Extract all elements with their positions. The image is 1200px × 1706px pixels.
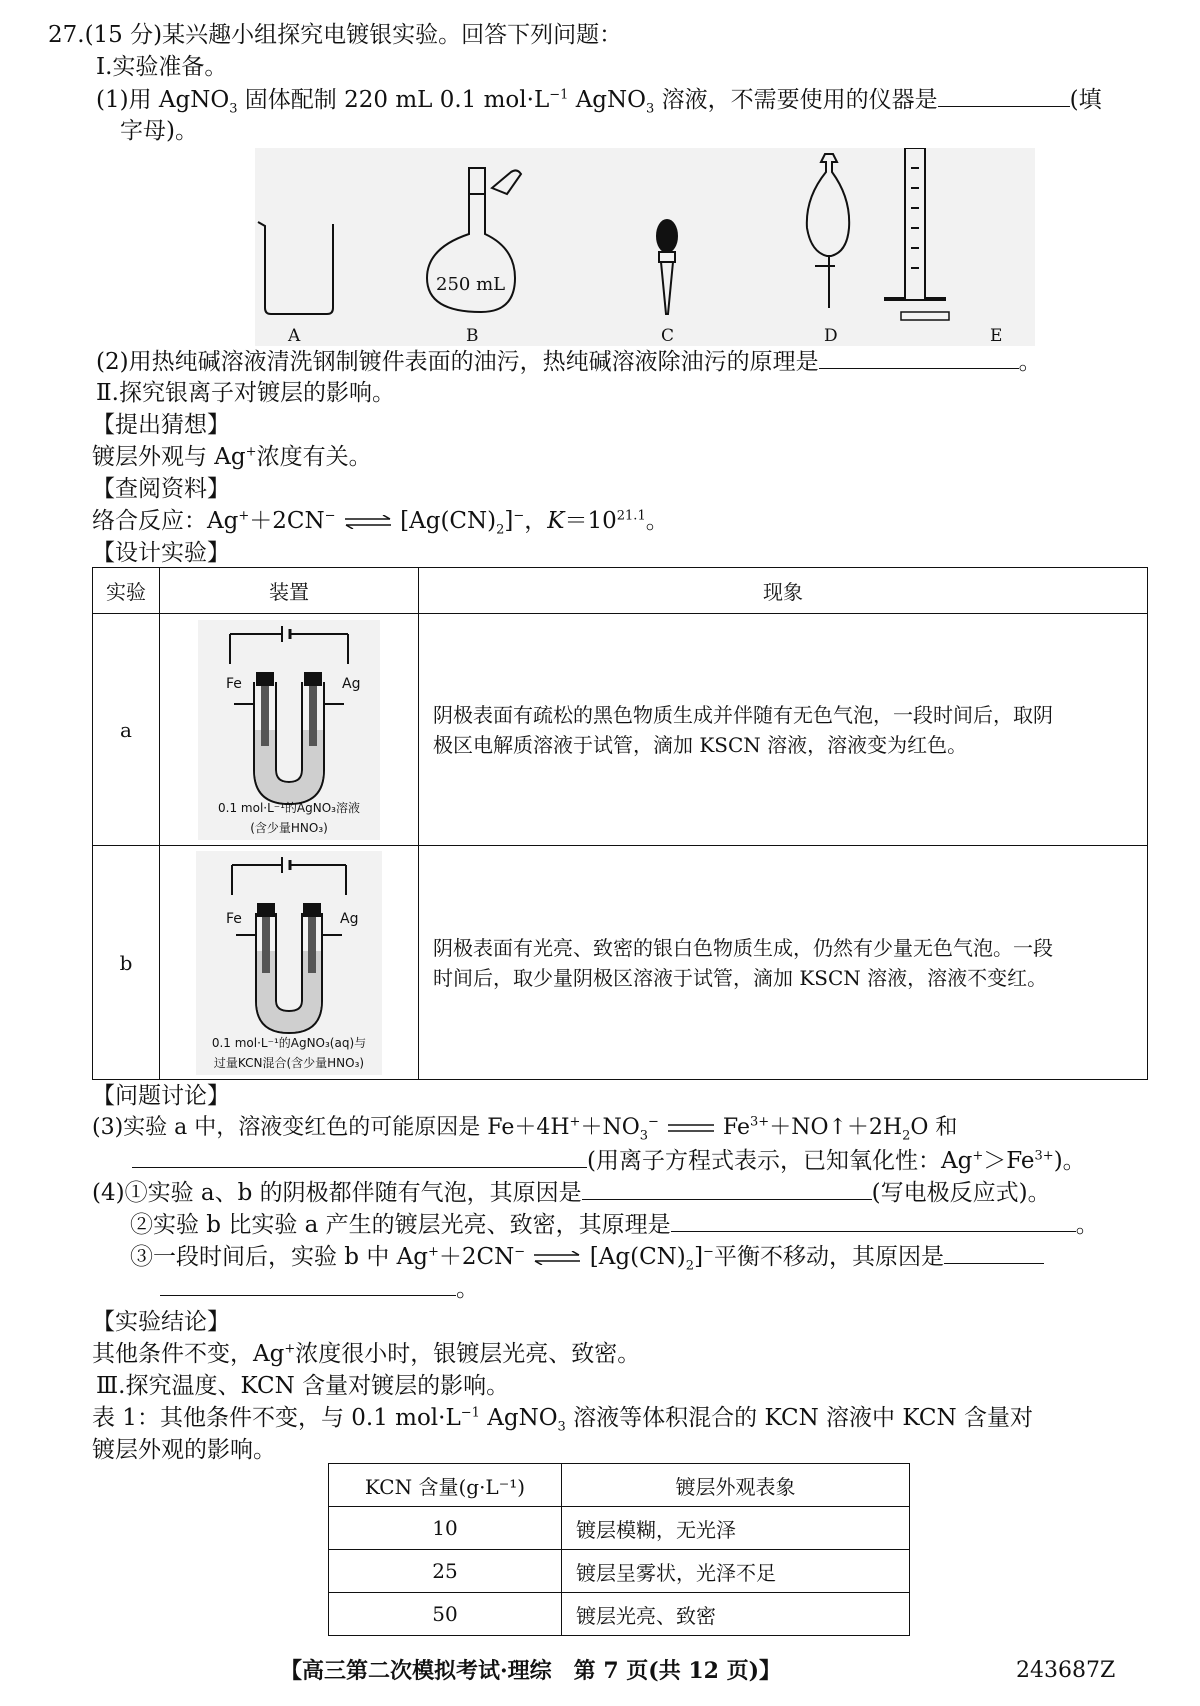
col-header-kcn: KCN 含量(g·L⁻¹) xyxy=(329,1464,562,1507)
apparatus-caption: 过量KCN混合(含少量HNO₃) xyxy=(213,1055,365,1070)
appearance-value: 镀层模糊，无光泽 xyxy=(562,1507,910,1550)
paper-code: 243687Z xyxy=(1016,1658,1116,1683)
q2-text: (2)用热纯碱溶液清洗钢制镀件表面的油污，热纯碱溶液除油污的原理是 。 xyxy=(96,346,1042,377)
col-header-appearance: 镀层外观表象 xyxy=(562,1464,910,1507)
table-row xyxy=(329,1507,910,1550)
label-c: C xyxy=(661,326,675,346)
apparatus-caption: 0.1 mol·L⁻¹的AgNO₃溶液 xyxy=(218,800,360,815)
q1-text: (1)用 AgNO$_3$ 固体配制 220 mL 0.1 $mol\cdot L^{-1}$ AgNO$_3$ 溶液，不需要使用的仪器是 (填 xyxy=(96,84,1102,115)
equilibrium-arrow-icon xyxy=(532,1251,582,1265)
label-d: D xyxy=(824,326,838,346)
fe-electrode-label: Fe xyxy=(226,910,242,927)
table-row xyxy=(329,1593,910,1636)
dropper-icon xyxy=(657,220,677,314)
u-tube-apparatus-b xyxy=(196,851,382,1075)
apparatus-figure xyxy=(255,148,1035,346)
col-header-exp: 实验 xyxy=(93,568,160,614)
u-tube-cell-icon xyxy=(196,851,382,1037)
kcn-value: 10 xyxy=(329,1507,562,1550)
q1-answer-blank[interactable] xyxy=(938,84,1070,107)
u-tube-apparatus-a xyxy=(198,620,380,840)
reference-text: 络合反应：Ag+＋2CN− $[Ag(CN)_2]^-$，$K=10^{21.1}$。 xyxy=(92,508,669,538)
table-row xyxy=(329,1550,910,1593)
appearance-value: 镀层光亮、致密 xyxy=(562,1593,910,1636)
label-a: A xyxy=(288,326,301,346)
kcn-value: 50 xyxy=(329,1593,562,1636)
q4-3-answer-blank-cont[interactable] xyxy=(160,1273,456,1296)
separatory-funnel-icon xyxy=(807,154,849,308)
exp-id: a xyxy=(93,614,160,846)
flask-volume-label: 250 mL xyxy=(436,274,506,295)
table-row xyxy=(93,614,1148,846)
q4-2-text: ②实验 b 比实验 a 产生的镀层光亮、致密，其原理是 。 xyxy=(130,1209,1099,1240)
conclusion-text: 其他条件不变，Ag+浓度很小时，银镀层光亮、致密。 xyxy=(92,1341,641,1367)
section-2-heading: Ⅱ.探究银离子对镀层的影响。 xyxy=(96,380,395,406)
discussion-heading: 【问题讨论】 xyxy=(92,1083,230,1109)
question-heading: 27.(15 分)某兴趣小组探究电镀银实验。回答下列问题： xyxy=(48,22,623,48)
u-tube-cell-icon xyxy=(198,620,380,810)
table1-caption: 表 1：其他条件不变，与 0.1 $mol\cdot L^{-1}$ AgNO$_3$ 溶液等体积混合的 KCN 溶液中 KCN 含量对 xyxy=(92,1405,1033,1435)
observation-text: 时间后，取少量阴极区溶液于试管，滴加 KSCN 溶液，溶液不变红。 xyxy=(433,965,1048,990)
q1-text-cont: 字母)。 xyxy=(120,118,198,144)
label-e: E xyxy=(990,326,1003,346)
label-b: B xyxy=(466,326,479,346)
ag-electrode-label: Ag xyxy=(340,910,359,927)
q4-1-answer-blank[interactable] xyxy=(582,1177,872,1200)
guess-heading: 【提出猜想】 xyxy=(92,412,230,438)
beaker-icon xyxy=(258,222,333,314)
apparatus-caption: (含少量HNO₃) xyxy=(250,820,328,835)
q2-answer-blank[interactable] xyxy=(819,346,1019,369)
page-footer: 【高三第二次模拟考试·理综 第 7 页(共 12 页)】 xyxy=(280,1658,782,1684)
col-header-observation: 现象 xyxy=(419,568,1148,614)
observation-text: 阴极表面有光亮、致密的银白色物质生成，仍然有少量无色气泡。一段 xyxy=(433,935,1053,960)
equals-arrow-icon xyxy=(666,1122,716,1134)
q3-text-cont: (用离子方程式表示，已知氧化性：$Ag^+>Fe^{3+}$)。 xyxy=(132,1145,1086,1176)
graduated-cylinder-icon xyxy=(885,148,949,320)
q4-2-answer-blank[interactable] xyxy=(671,1209,1076,1232)
experiment-table xyxy=(92,567,1148,1080)
apparatus-caption: 0.1 mol·L⁻¹的AgNO₃(aq)与 xyxy=(211,1035,367,1050)
section-3-heading: Ⅲ.探究温度、KCN 含量对镀层的影响。 xyxy=(96,1373,510,1399)
q4-3-text: ③一段时间后，实验 b 中 Ag+＋2CN− $[Ag(CN)_2]^-$平衡不移动，其原因是 xyxy=(130,1241,1044,1272)
q3-text: (3)实验 a 中，溶液变红色的可能原因是 $Fe+4H^++NO_3^-$ $Fe^{3+}+NO↑+2H_2O$ 和 xyxy=(92,1114,958,1144)
conclusion-heading: 【实验结论】 xyxy=(92,1309,230,1335)
q3-answer-blank[interactable] xyxy=(132,1145,587,1168)
table-row xyxy=(93,846,1148,1080)
col-header-apparatus: 装置 xyxy=(160,568,419,614)
appearance-value: 镀层呈雾状，光泽不足 xyxy=(562,1550,910,1593)
guess-text: 镀层外观与 Ag+浓度有关。 xyxy=(92,444,372,470)
kcn-table xyxy=(328,1463,910,1636)
fe-electrode-label: Fe xyxy=(226,675,242,692)
table1-caption-cont: 镀层外观的影响。 xyxy=(92,1437,276,1463)
ag-electrode-label: Ag xyxy=(342,675,361,692)
observation-text: 阴极表面有疏松的黑色物质生成并伴随有无色气泡，一段时间后，取阴 xyxy=(433,702,1053,727)
exp-id: b xyxy=(93,846,160,1080)
observation-text: 极区电解质溶液于试管，滴加 KSCN 溶液，溶液变为红色。 xyxy=(433,732,968,757)
q4-3-answer-blank[interactable] xyxy=(944,1241,1044,1264)
reference-heading: 【查阅资料】 xyxy=(92,476,230,502)
design-heading: 【设计实验】 xyxy=(92,540,230,566)
q4-3-text-cont: 。 xyxy=(160,1273,479,1304)
section-1-heading: Ⅰ.实验准备。 xyxy=(96,54,228,80)
q4-1-text: (4)①实验 a、b 的阴极都伴随有气泡，其原因是 (写电极反应式)。 xyxy=(92,1177,1051,1208)
kcn-value: 25 xyxy=(329,1550,562,1593)
equilibrium-arrow-icon xyxy=(343,515,393,529)
apparatus-drawing xyxy=(255,148,1035,346)
